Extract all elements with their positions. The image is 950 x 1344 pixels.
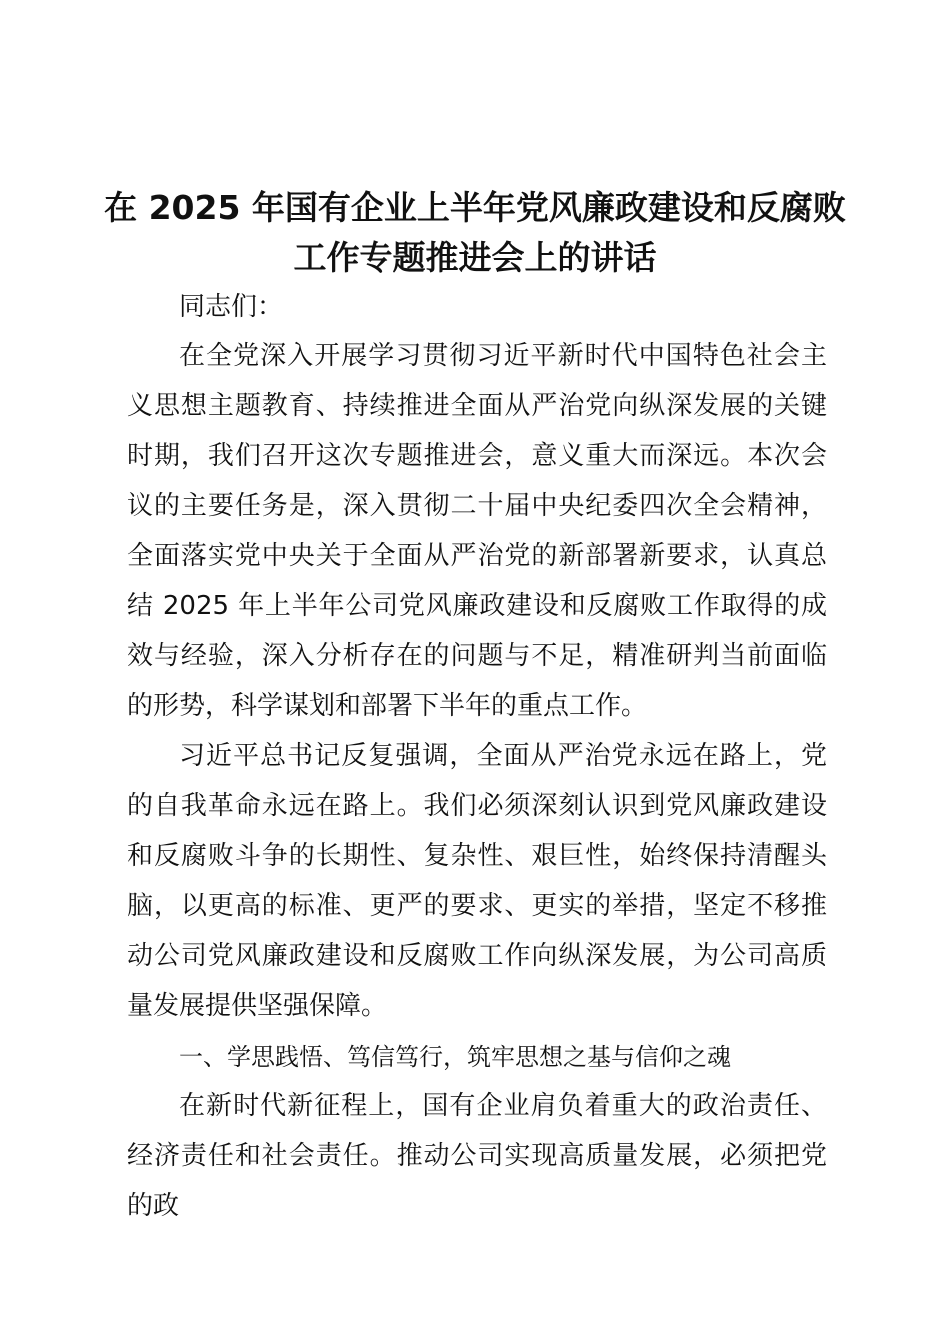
paragraph-2: 习近平总书记反复强调，全面从严治党永远在路上，党的自我革命永远在路上。我们必须深刻认识到党风廉政建设和反腐败斗争的长期性、复杂性、艰巨性，始终保持清醒头脑，以更高的标准、更严的要求、更实的举措，坚定不移推动公司党风廉政建设和反腐败工作向纵深发展，为公司高质量发展提供坚强保障。	[127, 741, 827, 1021]
paragraph-1: 在全党深入开展学习贯彻习近平新时代中国特色社会主义思想主题教育、持续推进全面从严治党向纵深发展的关键时期，我们召开这次专题推进会，意义重大而深远。本次会议的主要任务是，深入贯彻二十届中央纪委四次全会精神，全面落实党中央关于全面从严治党的新部署新要求，认真总结 2025 年上半年公司党风廉政建设和反腐败工作取得的成效与经验，深入分析存在的问题与不足，精准研判当前面临的形势，科学谋划和部署下半年的重点工作。	[127, 341, 827, 721]
paragraph-3: 在新时代新征程上，国有企业肩负着重大的政治责任、经济责任和社会责任。推动公司实现高质量发展，必须把党的政	[127, 1091, 827, 1221]
salutation: 同志们：	[179, 292, 284, 322]
document-title: 在 2025 年国有企业上半年党风廉政建设和反腐败工作专题推进会上的讲话	[104, 188, 846, 277]
section-heading-1: 一、学思践悟、笃信笃行，筑牢思想之基与信仰之魂	[179, 1043, 731, 1071]
